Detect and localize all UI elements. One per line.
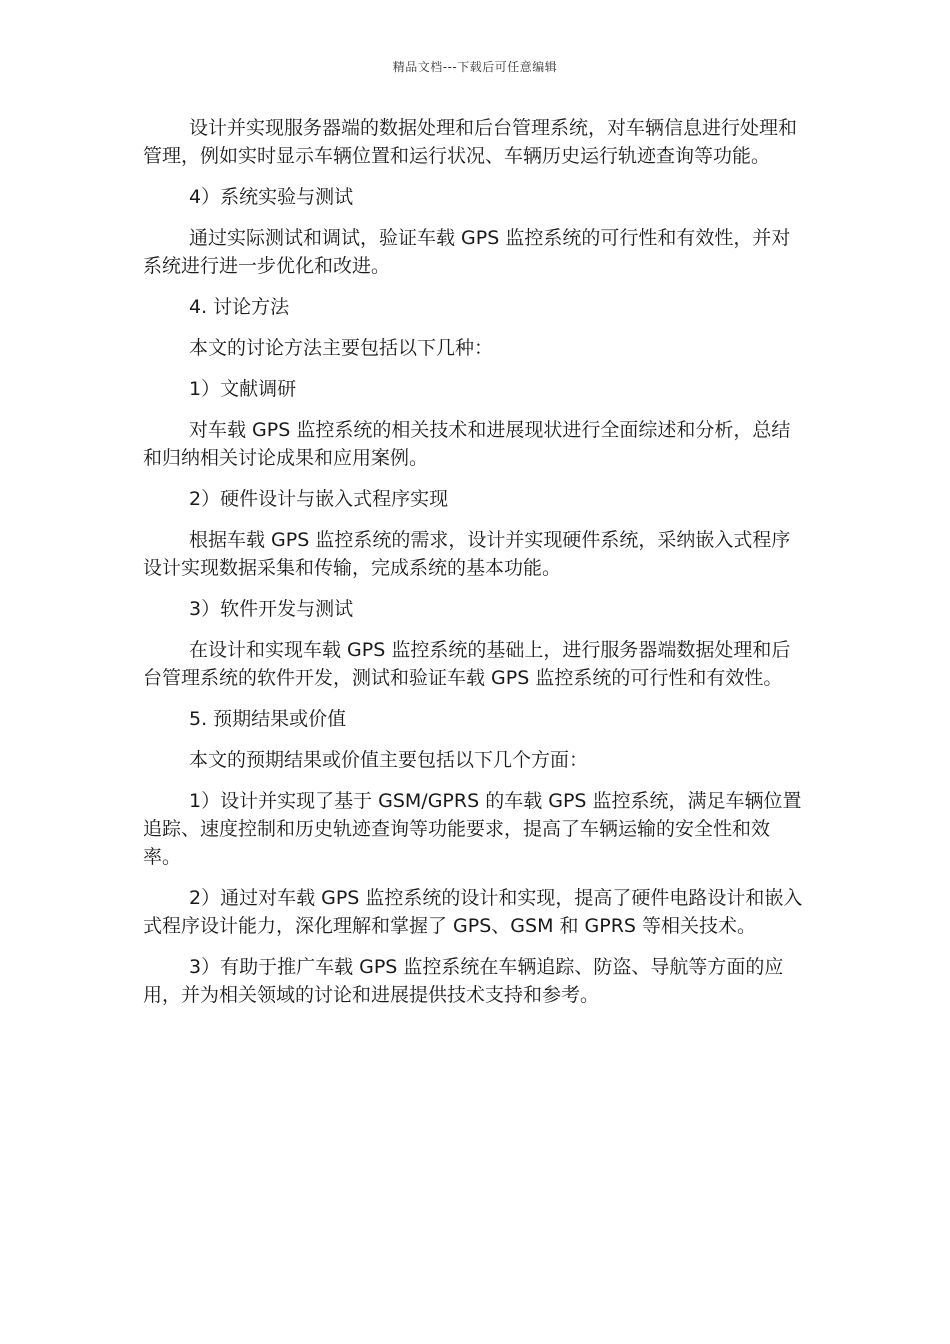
paragraph-result-3: 3）有助于推广车载 GPS 监控系统在车辆追踪、防盗、导航等方面的应用，并为相关领域的讨论和进展提供技术支持和参考。: [143, 956, 784, 1006]
page-header: 精品文档---下载后可任意编辑: [392, 60, 558, 74]
document-body: [143, 114, 807, 1022]
item-system-test: 4）系统实验与测试: [189, 186, 354, 208]
item-hardware: 2）硬件设计与嵌入式程序实现: [189, 488, 449, 510]
paragraph-result-2: 2）通过对车载 GPS 监控系统的设计和实现，提高了硬件电路设计和嵌入式程序设计能力，深化理解和掌握了 GPS、GSM 和 GPRS 等相关技术。: [143, 887, 803, 937]
paragraph-server-system: 设计并实现服务器端的数据处理和后台管理系统，对车辆信息进行处理和管理，例如实时显示车辆位置和运行状况、车辆历史运行轨迹查询等功能。: [143, 117, 798, 167]
paragraph-hardware: 根据车载 GPS 监控系统的需求，设计并实现硬件系统，采纳嵌入式程序设计实现数据采集和传输，完成系统的基本功能。: [143, 529, 791, 579]
paragraph-test-verify: 通过实际测试和调试，验证车载 GPS 监控系统的可行性和有效性，并对系统进行进一步优化和改进。: [143, 227, 791, 277]
paragraph-methods-intro: 本文的讨论方法主要包括以下几种：: [189, 337, 494, 359]
paragraph-software: 在设计和实现车载 GPS 监控系统的基础上，进行服务器端数据处理和后台管理系统的软件开发，测试和验证车载 GPS 监控系统的可行性和有效性。: [143, 639, 791, 689]
paragraph-result-1: 1）设计并实现了基于 GSM/GPRS 的车载 GPS 监控系统，满足车辆位置追踪、速度控制和历史轨迹查询等功能要求，提高了车辆运输的安全性和效率。: [143, 790, 802, 868]
item-software: 3）软件开发与测试: [189, 598, 354, 620]
section-heading-methods: 4. 讨论方法: [189, 296, 290, 318]
paragraph-literature: 对车载 GPS 监控系统的相关技术和进展现状进行全面综述和分析，总结和归纳相关讨论成果和应用案例。: [143, 419, 791, 469]
section-heading-results: 5. 预期结果或价值: [189, 708, 347, 730]
paragraph-results-intro: 本文的预期结果或价值主要包括以下几个方面：: [189, 749, 589, 771]
item-literature: 1）文献调研: [189, 378, 297, 400]
